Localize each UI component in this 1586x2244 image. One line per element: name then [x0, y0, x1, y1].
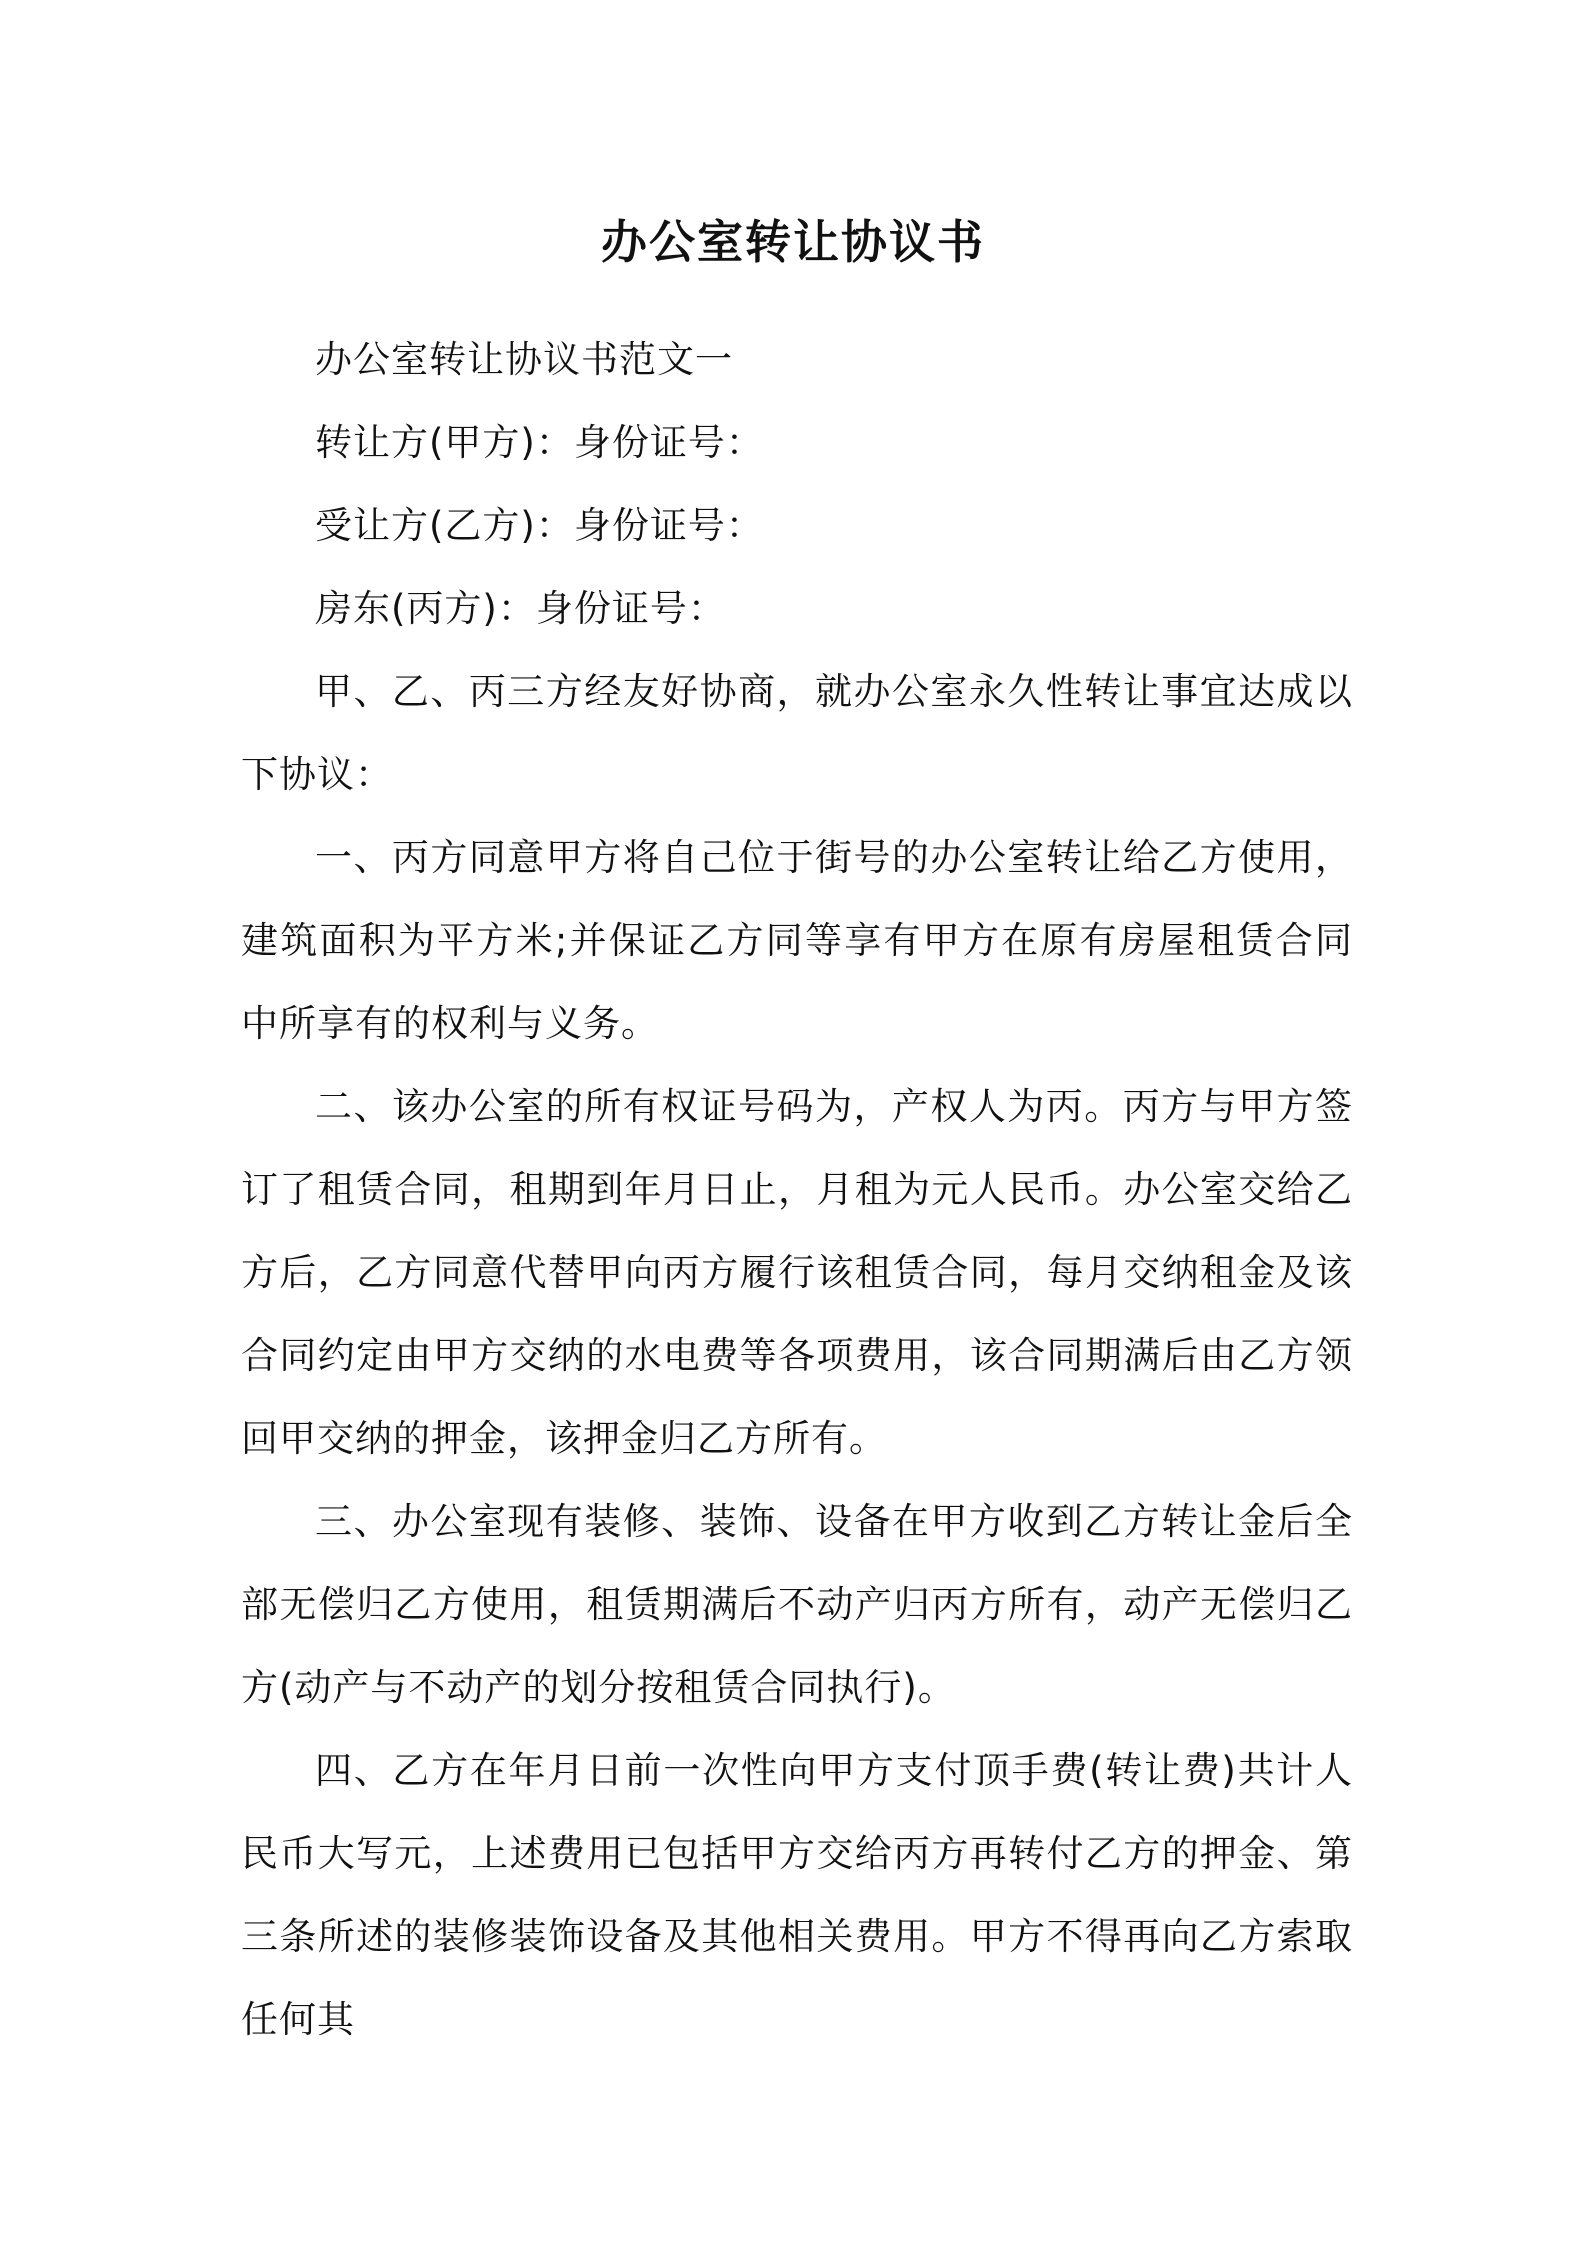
paragraph-party-c: 房东(丙方)：身份证号： [315, 587, 726, 630]
paragraph-clause-4: 四、乙方在年月日前一次性向甲方支付顶手费(转让费)共计人民币大写元，上述费用已包括甲方交给丙方再转付乙方的押金、第三条所述的装修装饰设备及其他相关费用。甲方不得再向乙方索取任何其 [241, 1749, 1353, 2041]
paragraph-clause-2: 二、该办公室的所有权证号码为，产权人为丙。丙方与甲方签订了租赁合同，租期到年月日止，月租为元人民币。办公室交给乙方后，乙方同意代替甲向丙方履行该租赁合同，每月交纳租金及该合同约定由甲方交纳的水电费等各项费用，该合同期满后由乙方领回甲交纳的押金，该押金归乙方所有。 [241, 1085, 1353, 1460]
paragraph-clause-1: 一、丙方同意甲方将自己位于街号的办公室转让给乙方使用，建筑面积为平方米;并保证乙方同等享有甲方在原有房屋租赁合同中所享有的权利与义务。 [241, 836, 1353, 1045]
document-body [241, 318, 1353, 2061]
paragraph-party-b: 受让方(乙方)：身份证号： [315, 504, 764, 547]
paragraph-clause-3: 三、办公室现有装修、装饰、设备在甲方收到乙方转让金后全部无偿归乙方使用，租赁期满后不动产归丙方所有，动产无偿归乙方(动产与不动产的划分按租赁合同执行)。 [241, 1500, 1353, 1709]
document-title: 办公室转让协议书 [601, 215, 985, 269]
paragraph-heading-sample: 办公室转让协议书范文一 [315, 338, 733, 381]
paragraph-party-a: 转让方(甲方)：身份证号： [315, 421, 764, 464]
paragraph-preamble: 甲、乙、丙三方经友好协商，就办公室永久性转让事宜达成以下协议： [241, 670, 1353, 796]
